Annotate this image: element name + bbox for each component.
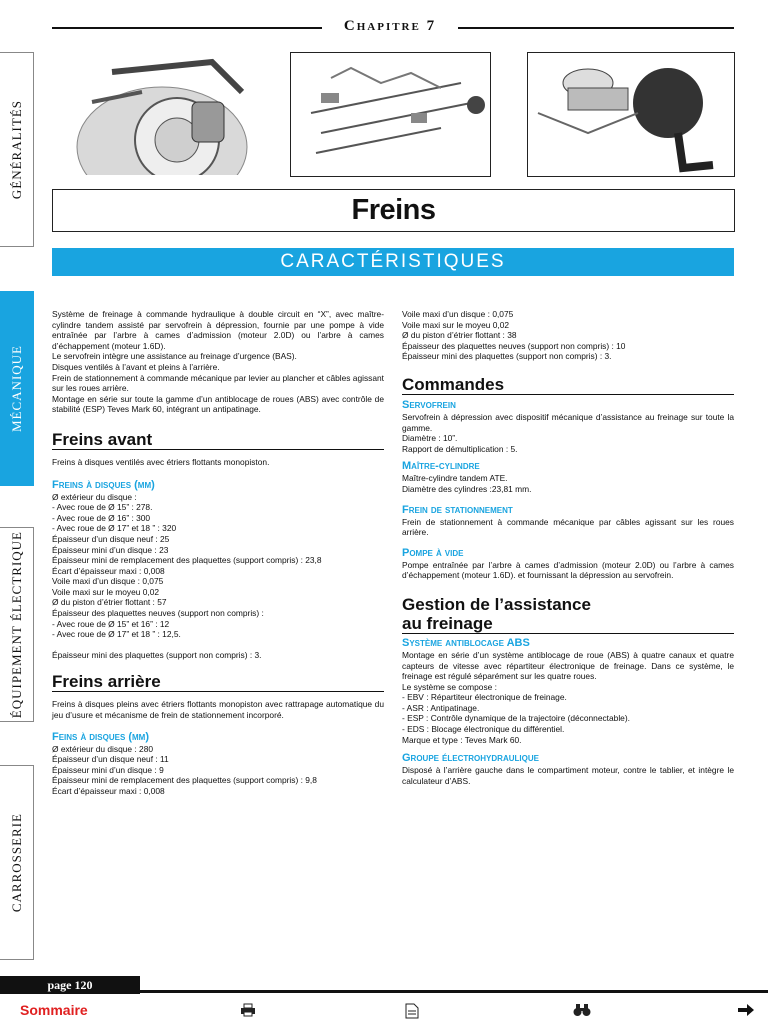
spec-line: Le système se compose :	[402, 681, 497, 692]
page-title-box	[52, 189, 735, 232]
spec-line: Épaisseur des plaquettes neuves (support non compris) :	[52, 608, 264, 619]
tab-equipement-electrique[interactable]: ÉQUIPEMENT ÉLECTRIQUE	[0, 527, 34, 722]
tab-mecanique[interactable]: MÉCANIQUE	[0, 291, 34, 486]
spec-line: Épaisseur mini d’un disque : 23	[52, 544, 169, 555]
footer-rule	[140, 990, 768, 993]
spec-line: - ESP : Contrôle dynamique de la trajectoire (déconnectable).	[402, 713, 630, 724]
intro-paragraph: Système de freinage à commande hydraulique à double circuit en “X”, avec maître-cylindre tandem assisté par servofrein à dépression, fournie par une pompe à vide entraînée par l’arbre à cames d’admission (moteur 2.0D) ou l’arbre à cames d’échappement (moteur 1.6D).	[52, 309, 384, 351]
heading-freins-avant: Freins avant	[52, 430, 384, 450]
brake-booster-diagram	[527, 52, 735, 177]
spec-line: Épaisseur des plaquettes neuves (support non compris) : 10	[402, 340, 626, 351]
subheading-arriere-disques: Feins à disques (mm)	[52, 730, 149, 743]
spec-line: Épaisseur mini des plaquettes (support non compris) : 3.	[52, 649, 262, 660]
spec-line: Marque et type : Teves Mark 60.	[402, 734, 522, 745]
brake-lines-diagram	[290, 52, 491, 177]
brake-disc-photo	[52, 52, 251, 175]
spec-line: - Avec roue de Ø 15” et 16” : 12	[52, 618, 170, 629]
intro-paragraph: Disques ventilés à l’avant et pleins à l’arrière.	[52, 361, 220, 372]
heading-commandes: Commandes	[402, 375, 734, 395]
spec-line: Diamètre des cylindres :23,81 mm.	[402, 483, 532, 494]
header-rule-right	[458, 27, 734, 29]
page-number: page 120	[0, 976, 140, 994]
heading-freins-arriere: Freins arrière	[52, 672, 384, 692]
spec-line: Épaisseur d’un disque neuf : 11	[52, 754, 169, 765]
binoculars-icon[interactable]	[573, 1003, 591, 1020]
spec-line: Servofrein à dépression avec dispositif mécanique d’assistance au freinage sur toute la gamme.	[402, 411, 734, 433]
subheading-frein-stationnement: Frein de stationnement	[402, 503, 513, 516]
intro-paragraph: Le servofrein intègre une assistance au freinage d’urgence (BAS).	[52, 351, 297, 362]
arriere-text: Freins à disques pleins avec étriers flottants monopiston avec rattrapage automatique du jeu d’usure et mécanisme de frein de stationnement incorporé.	[52, 699, 384, 721]
subheading-avant-disques: Freins à disques (mm)	[52, 478, 155, 491]
spec-line: - Avec roue de Ø 17” et 18 ” : 320	[52, 523, 177, 534]
left-column	[52, 309, 384, 797]
subheading-groupe: Groupe électrohydraulique	[402, 752, 539, 765]
spec-line: Ø extérieur du disque :	[52, 491, 137, 502]
document-icon[interactable]	[405, 1003, 419, 1022]
intro-paragraph: Frein de stationnement à commande mécanique par levier au plancher et câbles agissant sur les roues arrière.	[52, 372, 384, 394]
spec-line: Épaisseur mini de remplacement des plaquettes (support compris) : 23,8	[52, 555, 322, 566]
spec-line: Épaisseur mini de remplacement des plaquettes (support compris) : 9,8	[52, 775, 317, 786]
chapter-title: Chapitre 7	[343, 18, 437, 34]
spec-line: Épaisseur mini des plaquettes (support non compris) : 3.	[402, 351, 612, 362]
spec-line: Voile maxi d’un disque : 0,075	[402, 309, 514, 319]
sommaire-link[interactable]: Sommaire	[20, 1002, 88, 1018]
arrow-right-icon[interactable]	[738, 1003, 754, 1019]
spec-line: Voile maxi sur le moyeu 0,02	[402, 319, 510, 330]
spec-line: - EDS : Blocage électronique du différentiel.	[402, 724, 565, 735]
tab-generalites[interactable]: GÉNÉRALITÉS	[0, 52, 34, 247]
heading-gestion-2: au freinage	[402, 614, 734, 634]
subheading-abs: Système antiblocage ABS	[402, 636, 530, 649]
spec-line: Frein de stationnement à commande mécanique par câbles agissant sur les roues arrière.	[402, 516, 734, 538]
spec-line: - Avec roue de Ø 16” : 300	[52, 512, 151, 523]
subheading-pompe-vide: Pompe à vide	[402, 546, 464, 559]
intro-paragraph: Montage en série sur toute la gamme d’un antiblocage de roues (ABS) avec contrôle de stabilité (ESP) Teves Mark 60, intégrant un antipatinage.	[52, 393, 384, 415]
subheading-maitre-cylindre: Maître-cylindre	[402, 460, 480, 473]
spec-line: Ø extérieur du disque : 280	[52, 743, 154, 754]
spec-line: - EBV : Répartiteur électronique de freinage.	[402, 692, 567, 703]
spec-line: Écart d’épaisseur maxi : 0,008	[52, 786, 165, 796]
spec-line: Écart d’épaisseur maxi : 0,008	[52, 565, 165, 576]
spec-line: Diamètre : 10”.	[402, 433, 458, 444]
heading-gestion-1: Gestion de l’assistance	[402, 594, 591, 614]
spec-line: - Avec roue de Ø 17” et 18 ” : 12,5.	[52, 629, 181, 640]
spec-line: Pompe entraînée par l’arbre à cames d’admission (moteur 2.0D) ou l’arbre à cames d’échappement (moteur 1.6D). et fournissant la dépression au servofrein.	[402, 559, 734, 581]
header-rule-left	[52, 27, 322, 29]
right-column	[402, 309, 734, 786]
page-title: Freins	[351, 194, 436, 226]
avant-text: Freins à disques ventilés avec étriers flottants monopiston.	[52, 456, 270, 467]
tab-carrosserie[interactable]: CARROSSERIE	[0, 765, 34, 960]
spec-line: - ASR : Antipatinage.	[402, 702, 480, 713]
groupe-text: Disposé à l’arrière gauche dans le compartiment moteur, contre le tablier, et intègre le calculateur d’ABS.	[402, 765, 734, 786]
spec-line: Voile maxi sur le moyeu 0,02	[52, 586, 160, 597]
spec-line: - Avec roue de Ø 15” : 278.	[52, 502, 153, 513]
spec-line: Épaisseur mini d’un disque : 9	[52, 764, 164, 775]
spec-line: Voile maxi d’un disque : 0,075	[52, 576, 164, 587]
section-bar: CARACTÉRISTIQUES	[52, 248, 734, 276]
spec-line: Épaisseur d’un disque neuf : 25	[52, 533, 170, 544]
printer-icon[interactable]	[240, 1003, 256, 1020]
abs-text: Montage en série d’un système antiblocage de roue (ABS) à quatre canaux et quatre capteurs de vitesse avec répartiteur électronique de freinage. Dans ce système, le freinage est régulé séparément sur les quatre roues.	[402, 649, 734, 682]
spec-line: Ø du piston d’étrier flottant : 57	[52, 597, 167, 608]
spec-line: Maître-cylindre tandem ATE.	[402, 473, 508, 484]
spec-line: Rapport de démultiplication : 5.	[402, 443, 518, 454]
spec-line: Ø du piston d’étrier flottant : 38	[402, 330, 517, 341]
subheading-servofrein: Servofrein	[402, 398, 456, 411]
